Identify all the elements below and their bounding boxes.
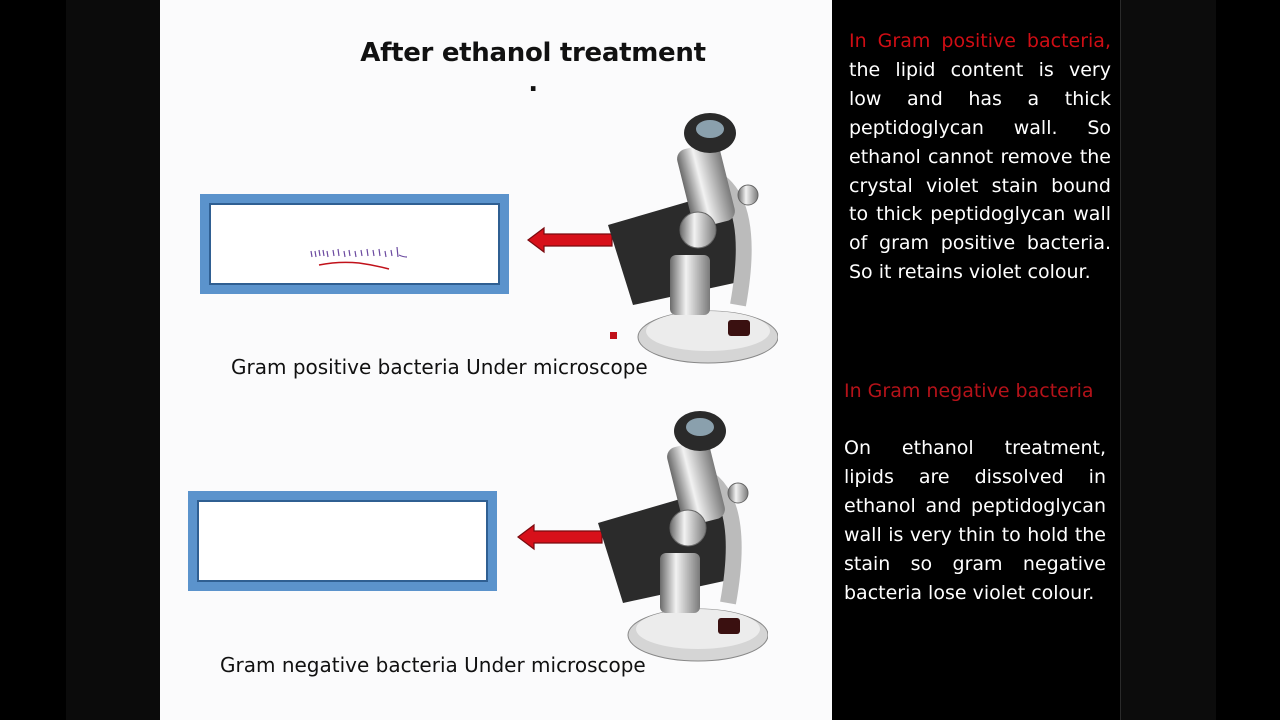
right-pillarbox bbox=[1120, 0, 1217, 720]
positive-view-box bbox=[200, 194, 509, 294]
explanation-panel bbox=[832, 0, 1120, 720]
negative-view-box bbox=[188, 491, 497, 591]
negative-heading: In Gram negative bacteria bbox=[844, 380, 1094, 402]
right-black-border bbox=[1216, 0, 1280, 720]
positive-heading: In Gram positive bacteria, bbox=[849, 30, 1111, 52]
positive-caption: Gram positive bacteria Under microscope bbox=[231, 355, 648, 379]
slide-canvas bbox=[160, 0, 832, 720]
negative-caption: Gram negative bacteria Under microscope bbox=[220, 653, 646, 677]
slide-title: After ethanol treatment . bbox=[360, 38, 706, 98]
negative-body: On ethanol treatment, lipids are dissolved in ethanol and peptidoglycan wall is very thin to hold the stain so gram negative bacteria lose violet colour. bbox=[844, 437, 1106, 604]
positive-body: the lipid content is very low and has a thick peptidoglycan wall. So ethanol cannot remove the crystal violet stain bound to thick peptidoglycan wall of gram positive bacteria. So it retains violet colour. bbox=[849, 58, 1111, 284]
microscope-icon bbox=[578, 403, 768, 673]
left-black-border bbox=[0, 0, 66, 720]
left-pillarbox bbox=[66, 0, 160, 720]
microscope-icon bbox=[588, 105, 778, 375]
violet-stained-bacteria-icon bbox=[307, 235, 427, 275]
negative-view-box-frame bbox=[197, 500, 488, 582]
